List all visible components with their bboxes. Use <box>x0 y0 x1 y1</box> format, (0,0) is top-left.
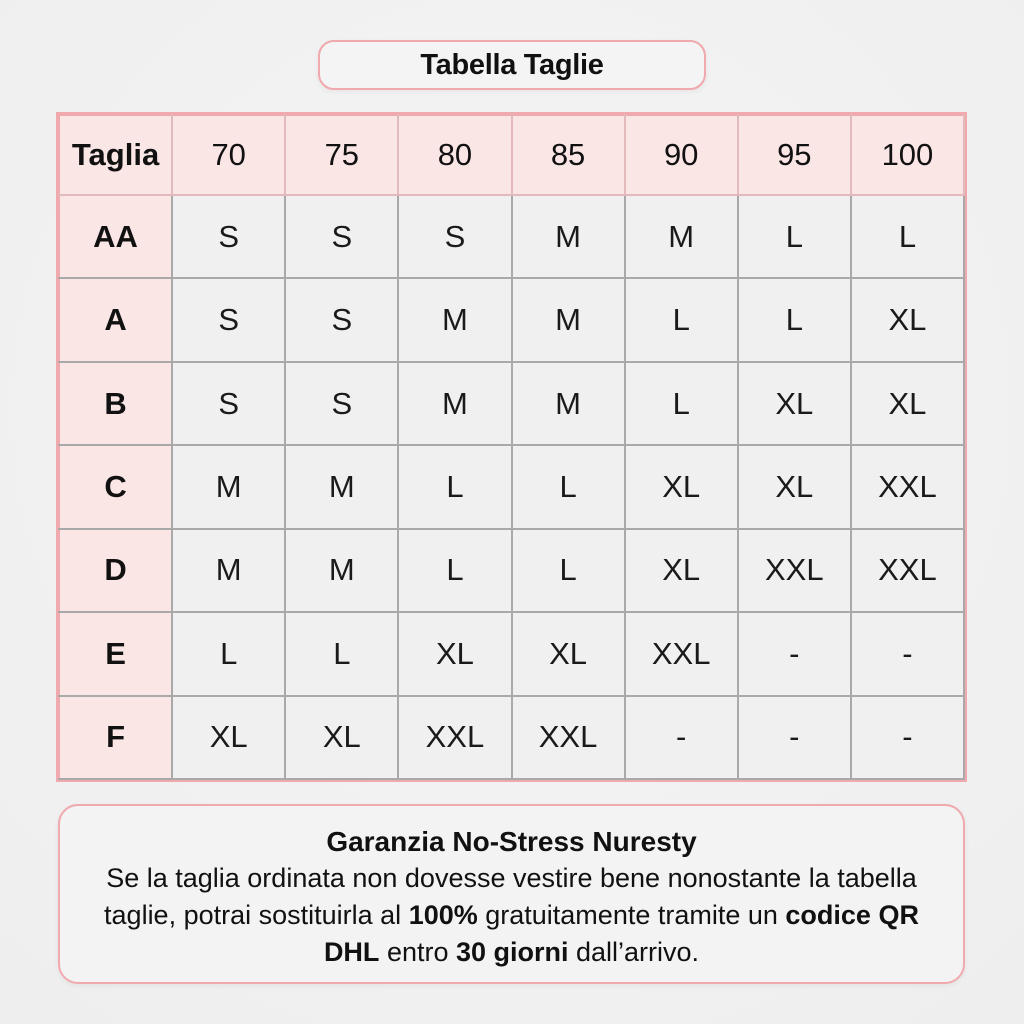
size-table <box>58 114 965 780</box>
table-cell: L <box>625 278 738 361</box>
table-cell: XXL <box>851 529 964 612</box>
table-cell: XXL <box>625 612 738 695</box>
table-cell: S <box>172 278 285 361</box>
page-title: Tabella Taglie <box>318 40 706 90</box>
table-cell: S <box>172 362 285 445</box>
row-header: D <box>59 529 172 612</box>
guarantee-text <box>60 860 963 971</box>
table-cell: M <box>285 445 398 528</box>
table-cell: XL <box>738 362 851 445</box>
table-cell: L <box>398 529 511 612</box>
column-header: 70 <box>172 115 285 195</box>
table-cell: M <box>398 362 511 445</box>
table-cell: XL <box>512 612 625 695</box>
guarantee-highlight-percent: 100% <box>408 900 478 930</box>
guarantee-title: Garanzia No-Stress Nuresty <box>326 826 697 857</box>
row-header: B <box>59 362 172 445</box>
table-cell: L <box>398 445 511 528</box>
table-cell: - <box>738 696 851 779</box>
table-row <box>59 445 964 528</box>
guarantee-text-part: dall’arrivo. <box>568 937 700 967</box>
table-cell: S <box>172 195 285 278</box>
column-header: 95 <box>738 115 851 195</box>
guarantee-text-part: Se la taglia ordinata non dovesse vestire bene nonostante la tabella taglie, potrai sostituirla al <box>104 863 917 930</box>
row-header: C <box>59 445 172 528</box>
table-cell: L <box>738 195 851 278</box>
table-cell: S <box>285 195 398 278</box>
table-cell: L <box>172 612 285 695</box>
table-cell: M <box>512 195 625 278</box>
table-cell: M <box>398 278 511 361</box>
row-header: F <box>59 696 172 779</box>
table-cell: XXL <box>851 445 964 528</box>
row-header: AA <box>59 195 172 278</box>
table-row <box>59 612 964 695</box>
table-cell: - <box>851 696 964 779</box>
table-cell: L <box>285 612 398 695</box>
table-row <box>59 278 964 361</box>
guarantee-text-part: entro <box>379 937 456 967</box>
table-row <box>59 529 964 612</box>
table-cell: XL <box>738 445 851 528</box>
column-header: 100 <box>851 115 964 195</box>
table-cell: M <box>172 529 285 612</box>
row-header: A <box>59 278 172 361</box>
table-header-row <box>59 115 964 195</box>
table-cell: S <box>398 195 511 278</box>
table-cell: M <box>512 362 625 445</box>
table-cell: L <box>512 529 625 612</box>
table-cell: M <box>512 278 625 361</box>
table-cell: L <box>625 362 738 445</box>
table-cell: XL <box>851 362 964 445</box>
table-cell: XL <box>625 445 738 528</box>
table-cell: XXL <box>738 529 851 612</box>
table-cell: XL <box>398 612 511 695</box>
table-cell: XL <box>285 696 398 779</box>
table-cell: L <box>851 195 964 278</box>
table-cell: XL <box>172 696 285 779</box>
table-cell: S <box>285 362 398 445</box>
table-row <box>59 696 964 779</box>
table-cell: - <box>738 612 851 695</box>
table-row <box>59 195 964 278</box>
table-cell: XL <box>851 278 964 361</box>
column-header: 90 <box>625 115 738 195</box>
column-header: 85 <box>512 115 625 195</box>
table-cell: M <box>625 195 738 278</box>
table-cell: XXL <box>398 696 511 779</box>
table-cell: L <box>738 278 851 361</box>
table-cell: M <box>285 529 398 612</box>
corner-header: Taglia <box>59 115 172 195</box>
row-header: E <box>59 612 172 695</box>
table-cell: M <box>172 445 285 528</box>
table-cell: XL <box>625 529 738 612</box>
table-cell: S <box>285 278 398 361</box>
column-header: 80 <box>398 115 511 195</box>
guarantee-box <box>58 804 965 984</box>
table-cell: - <box>851 612 964 695</box>
table-cell: XXL <box>512 696 625 779</box>
table-row <box>59 362 964 445</box>
table-cell: - <box>625 696 738 779</box>
column-header: 75 <box>285 115 398 195</box>
guarantee-text-part: gratuitamente tramite un <box>477 900 786 930</box>
guarantee-highlight-qr: codice QR DHL <box>323 900 919 967</box>
guarantee-highlight-days: 30 giorni <box>455 937 569 967</box>
table-cell: L <box>512 445 625 528</box>
